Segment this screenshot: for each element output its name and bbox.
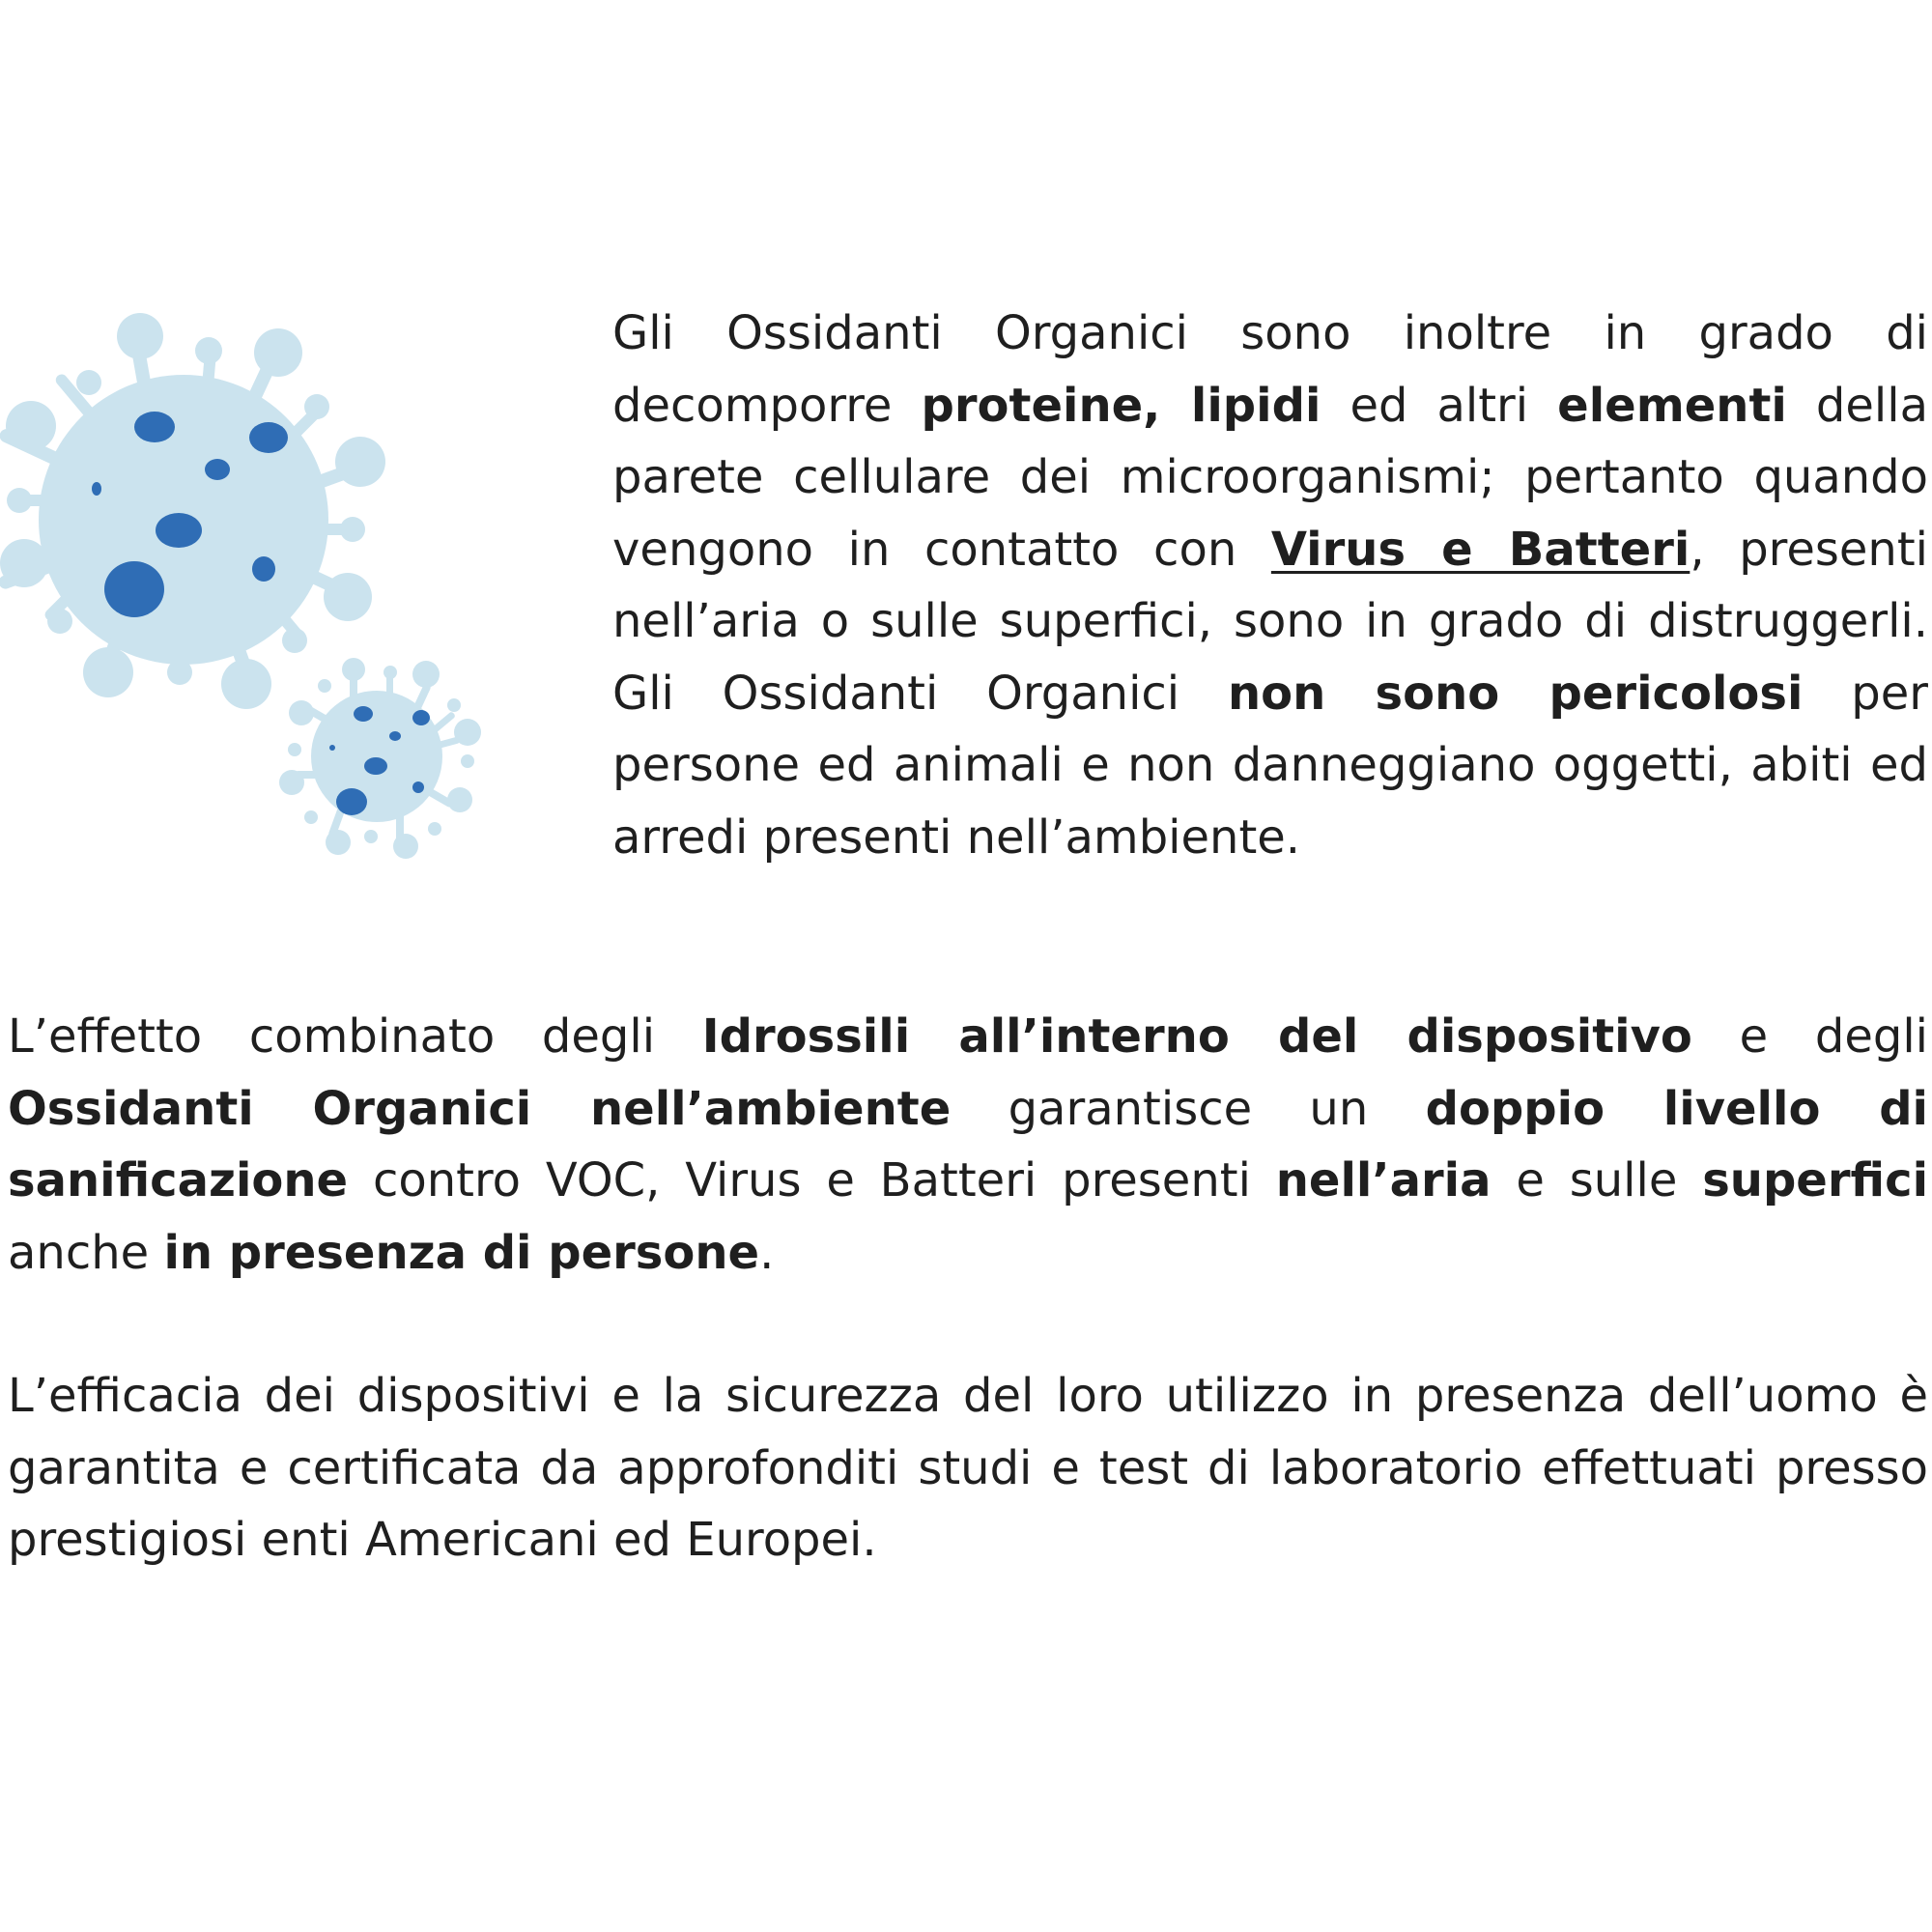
text-segment: Gli Ossidanti Organici sono inoltre in grado di decomporre [612,306,1928,433]
virus-icon [0,307,493,867]
text-segment: , presenti nell’aria o sulle superfici, sono in grado di distruggerli. Gli Ossidanti Organici [612,522,1929,721]
text-segment: della parete cellulare dei microorganismi; pertanto quando vengono in contatto con [612,378,1928,577]
text-segment: e degli [1691,1009,1929,1064]
bold-with-people: in presenza di persone [163,1225,760,1280]
large-virus [0,313,385,709]
bold-not-dangerous: non sono pericolosi [1227,666,1804,721]
bold-proteins-lipids: proteine, lipidi [921,378,1321,433]
text-segment: garantisce un [951,1081,1426,1136]
bold-double-sanitization: doppio livello di sanificazione [8,1081,1929,1208]
text-segment: ed altri [1321,378,1558,433]
bold-hydroxyls: Idrossili all’interno del dispositivo [701,1009,1692,1064]
underlined-virus-bacteria: Virus e Batteri [1270,522,1690,577]
bold-in-air: nell’aria [1275,1153,1492,1208]
bold-organic-oxidants: Ossidanti Organici nell’ambiente [8,1081,952,1136]
paragraph-oxidants [612,298,1928,873]
text-segment: e sulle [1491,1153,1703,1208]
bold-elements: elementi [1557,378,1787,433]
bold-surfaces: superfici [1702,1153,1929,1208]
paragraph-combined-effect [8,1001,1928,1289]
text-segment: anche [8,1225,164,1280]
text-segment: L’effetto combinato degli [8,1009,702,1064]
paragraph-efficacy: L’efficacia dei dispositivi e la sicurezza del loro utilizzo in presenza dell’uomo è garantita e certificata da approfonditi studi e test di laboratorio effettuati presso prestigiosi enti Americani ed Europei. [8,1369,1928,1567]
text-segment: . [759,1225,775,1280]
text-segment: contro VOC, Virus e Batteri presenti [348,1153,1276,1208]
text-segment: per persone ed animali e non danneggiano oggetti, abiti ed arredi presenti nell’ambiente. [612,666,1928,865]
